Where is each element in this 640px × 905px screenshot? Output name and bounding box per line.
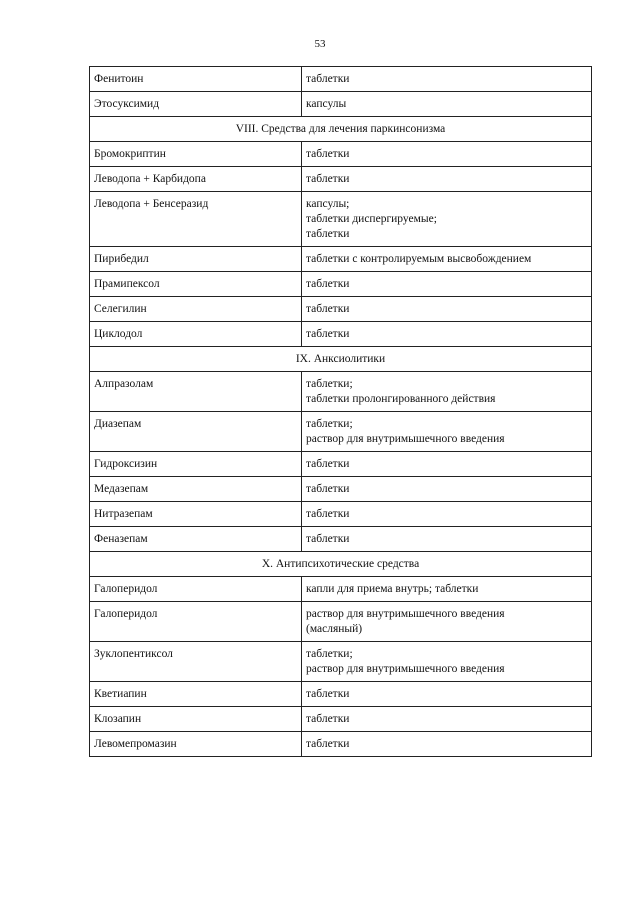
dosage-form-line: таблетки <box>306 73 350 85</box>
table-row <box>90 142 592 167</box>
dosage-form-cell <box>302 67 592 92</box>
table-row <box>90 452 592 477</box>
dosage-form-line: таблетки диспергируемые; <box>306 213 437 225</box>
table-row <box>90 477 592 502</box>
section-title: VIII. Средства для лечения паркинсонизма <box>90 117 592 142</box>
dosage-form-cell <box>302 92 592 117</box>
table-row <box>90 322 592 347</box>
dosage-form-cell <box>302 372 592 412</box>
dosage-form-cell <box>302 192 592 247</box>
drug-name-cell: Прамипексол <box>90 272 302 297</box>
dosage-form-cell <box>302 167 592 192</box>
drug-name-cell: Леводопа + Карбидопа <box>90 167 302 192</box>
page-number: 53 <box>314 38 326 50</box>
dosage-form-line: капсулы; <box>306 198 350 210</box>
section-header-row <box>90 117 592 142</box>
table-row <box>90 247 592 272</box>
dosage-form-cell <box>302 297 592 322</box>
dosage-form-line: таблетки <box>306 713 350 725</box>
dosage-form-cell <box>302 527 592 552</box>
drug-name-cell: Нитразепам <box>90 502 302 527</box>
dosage-form-line: таблетки <box>306 148 350 160</box>
dosage-form-line: таблетки <box>306 738 350 750</box>
dosage-form-line: таблетки <box>306 328 350 340</box>
drug-name-cell: Селегилин <box>90 297 302 322</box>
dosage-form-line: раствор для внутримышечного введения <box>306 433 505 445</box>
drug-name-cell: Галоперидол <box>90 602 302 642</box>
drug-name-cell: Феназепам <box>90 527 302 552</box>
drug-table <box>89 66 592 757</box>
drug-name-cell: Зуклопентиксол <box>90 642 302 682</box>
drug-name-cell: Циклодол <box>90 322 302 347</box>
dosage-form-line: таблетки; <box>306 648 353 660</box>
drug-name-cell: Левомепромазин <box>90 732 302 757</box>
table-row <box>90 272 592 297</box>
dosage-form-line: таблетки <box>306 458 350 470</box>
dosage-form-line: таблетки <box>306 278 350 290</box>
dosage-form-line: таблетки <box>306 688 350 700</box>
dosage-form-cell <box>302 642 592 682</box>
dosage-form-cell <box>302 502 592 527</box>
drug-table-body <box>90 67 592 757</box>
drug-name-cell: Пирибедил <box>90 247 302 272</box>
table-row <box>90 707 592 732</box>
table-row <box>90 192 592 247</box>
drug-name-cell: Алпразолам <box>90 372 302 412</box>
dosage-form-cell <box>302 707 592 732</box>
dosage-form-line: таблетки <box>306 533 350 545</box>
dosage-form-cell <box>302 322 592 347</box>
table-row <box>90 92 592 117</box>
drug-name-cell: Кветиапин <box>90 682 302 707</box>
table-row <box>90 682 592 707</box>
dosage-form-cell <box>302 412 592 452</box>
section-header-row <box>90 552 592 577</box>
dosage-form-line: раствор для внутримышечного введения <box>306 608 505 620</box>
dosage-form-cell <box>302 272 592 297</box>
dosage-form-cell <box>302 142 592 167</box>
drug-name-cell: Медазепам <box>90 477 302 502</box>
table-row <box>90 602 592 642</box>
dosage-form-line: таблетки <box>306 228 350 240</box>
drug-name-cell: Галоперидол <box>90 577 302 602</box>
table-row <box>90 732 592 757</box>
dosage-form-cell <box>302 577 592 602</box>
table-row <box>90 412 592 452</box>
drug-name-cell: Диазепам <box>90 412 302 452</box>
dosage-form-line: (масляный) <box>306 623 363 635</box>
drug-name-cell: Бромокриптин <box>90 142 302 167</box>
dosage-form-line: таблетки <box>306 508 350 520</box>
dosage-form-line: таблетки пролонгированного действия <box>306 393 496 405</box>
dosage-form-line: таблетки с контролируемым высвобождением <box>306 253 532 265</box>
dosage-form-cell <box>302 452 592 477</box>
dosage-form-cell <box>302 477 592 502</box>
table-row <box>90 372 592 412</box>
dosage-form-cell <box>302 732 592 757</box>
dosage-form-line: таблетки; <box>306 378 353 390</box>
dosage-form-line: таблетки; <box>306 418 353 430</box>
section-title: IX. Анксиолитики <box>90 347 592 372</box>
dosage-form-line: капли для приема внутрь; таблетки <box>306 583 479 595</box>
dosage-form-line: таблетки <box>306 483 350 495</box>
table-row <box>90 67 592 92</box>
table-row <box>90 527 592 552</box>
drug-name-cell: Леводопа + Бенсеразид <box>90 192 302 247</box>
dosage-form-cell <box>302 602 592 642</box>
dosage-form-line: капсулы <box>306 98 347 110</box>
table-row <box>90 577 592 602</box>
drug-name-cell: Этосуксимид <box>90 92 302 117</box>
section-header-row <box>90 347 592 372</box>
section-title: X. Антипсихотические средства <box>90 552 592 577</box>
dosage-form-cell <box>302 682 592 707</box>
drug-name-cell: Клозапин <box>90 707 302 732</box>
table-row <box>90 502 592 527</box>
table-row <box>90 167 592 192</box>
table-row <box>90 642 592 682</box>
drug-name-cell: Гидроксизин <box>90 452 302 477</box>
dosage-form-line: таблетки <box>306 173 350 185</box>
drug-name-cell: Фенитоин <box>90 67 302 92</box>
dosage-form-line: таблетки <box>306 303 350 315</box>
dosage-form-cell <box>302 247 592 272</box>
dosage-form-line: раствор для внутримышечного введения <box>306 663 505 675</box>
table-row <box>90 297 592 322</box>
